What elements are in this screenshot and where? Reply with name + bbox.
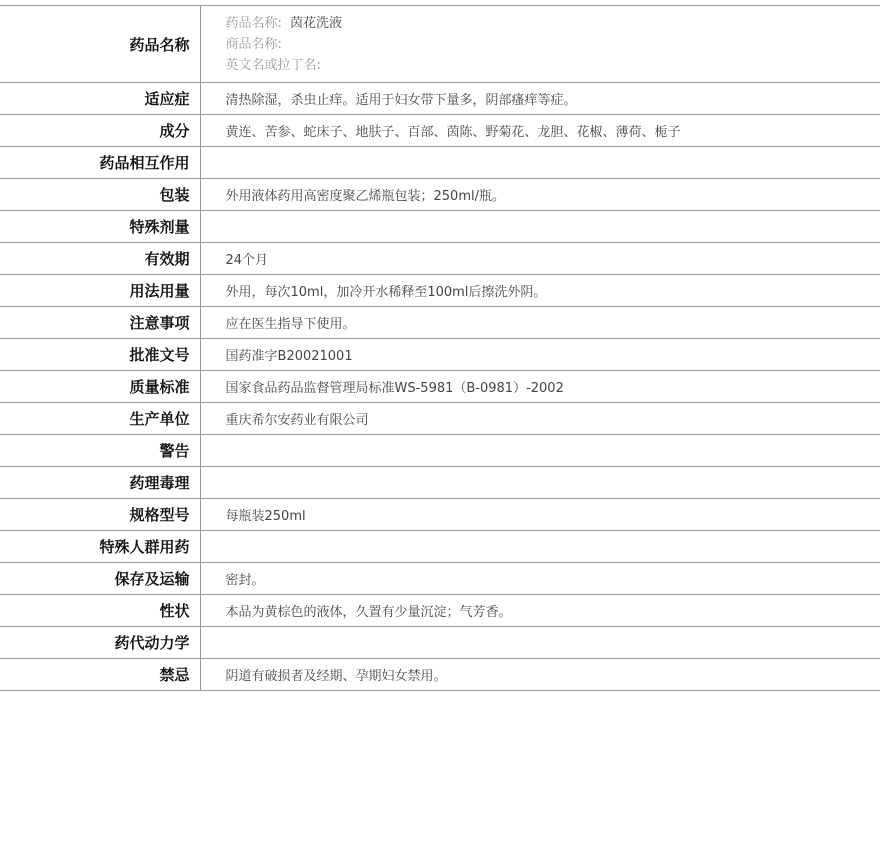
row-value: 每瓶装250ml — [200, 499, 880, 531]
drug-name-value: 茵花洗液 — [290, 15, 343, 31]
row-label: 特殊剂量 — [0, 211, 200, 243]
row-label: 成分 — [0, 115, 200, 147]
row-value: 外用液体药用高密度聚乙烯瓶包装；250ml/瓶。 — [200, 179, 880, 211]
row-value: 应在医生指导下使用。 — [200, 307, 880, 339]
table-row — [0, 435, 880, 467]
row-label: 包装 — [0, 179, 200, 211]
table-row — [0, 307, 880, 339]
drug-name-line — [226, 13, 880, 34]
table-row-drug-name — [0, 6, 880, 83]
table-row — [0, 275, 880, 307]
table-row — [0, 499, 880, 531]
row-label: 规格型号 — [0, 499, 200, 531]
table-row — [0, 83, 880, 115]
drug-name-label: 药品名称: — [225, 15, 282, 31]
row-label: 生产单位 — [0, 403, 200, 435]
row-value: 黄连、苦参、蛇床子、地肤子、百部、茵陈、野菊花、龙胆、花椒、薄荷、栀子 — [200, 115, 880, 147]
row-value: 国家食品药品监督管理局标准WS-5981（B-0981）-2002 — [200, 371, 880, 403]
row-label: 注意事项 — [0, 307, 200, 339]
row-value: 本品为黄棕色的液体，久置有少量沉淀；气芳香。 — [200, 595, 880, 627]
row-label: 特殊人群用药 — [0, 531, 200, 563]
row-label: 质量标准 — [0, 371, 200, 403]
table-row — [0, 467, 880, 499]
table-row — [0, 627, 880, 659]
table-row — [0, 339, 880, 371]
row-label: 药理毒理 — [0, 467, 200, 499]
row-label: 禁忌 — [0, 659, 200, 691]
row-value — [200, 627, 880, 659]
table-row — [0, 211, 880, 243]
row-value — [200, 211, 880, 243]
row-label: 批准文号 — [0, 339, 200, 371]
table-row — [0, 531, 880, 563]
table-row — [0, 403, 880, 435]
table-row — [0, 371, 880, 403]
row-value: 清热除湿，杀虫止痒。适用于妇女带下量多，阴部瘙痒等症。 — [200, 83, 880, 115]
row-label: 用法用量 — [0, 275, 200, 307]
row-value — [200, 147, 880, 179]
row-value: 重庆希尔安药业有限公司 — [200, 403, 880, 435]
english-name-label: 英文名或拉丁名: — [225, 57, 321, 73]
row-label: 性状 — [0, 595, 200, 627]
drug-spec-table — [0, 5, 880, 691]
row-label: 保存及运输 — [0, 563, 200, 595]
table-row — [0, 563, 880, 595]
row-value — [200, 531, 880, 563]
row-value: 密封。 — [200, 563, 880, 595]
row-label: 警告 — [0, 435, 200, 467]
table-row — [0, 147, 880, 179]
row-label: 药品相互作用 — [0, 147, 200, 179]
row-label: 药代动力学 — [0, 627, 200, 659]
row-value: 阴道有破损者及经期、孕期妇女禁用。 — [200, 659, 880, 691]
table-row — [0, 659, 880, 691]
row-value — [200, 467, 880, 499]
table-row — [0, 595, 880, 627]
table-row — [0, 179, 880, 211]
row-value — [200, 435, 880, 467]
row-label: 适应症 — [0, 83, 200, 115]
row-value: 外用，每次10ml，加冷开水稀释至100ml后擦洗外阴。 — [200, 275, 880, 307]
row-label: 有效期 — [0, 243, 200, 275]
trade-name-line — [226, 34, 880, 55]
trade-name-label: 商品名称: — [225, 36, 282, 52]
drug-names-block — [200, 6, 880, 83]
row-value: 24个月 — [200, 243, 880, 275]
english-name-line — [226, 55, 880, 76]
table-row — [0, 115, 880, 147]
row-value: 国药准字B20021001 — [200, 339, 880, 371]
table-row — [0, 243, 880, 275]
row-label: 药品名称 — [0, 6, 200, 83]
